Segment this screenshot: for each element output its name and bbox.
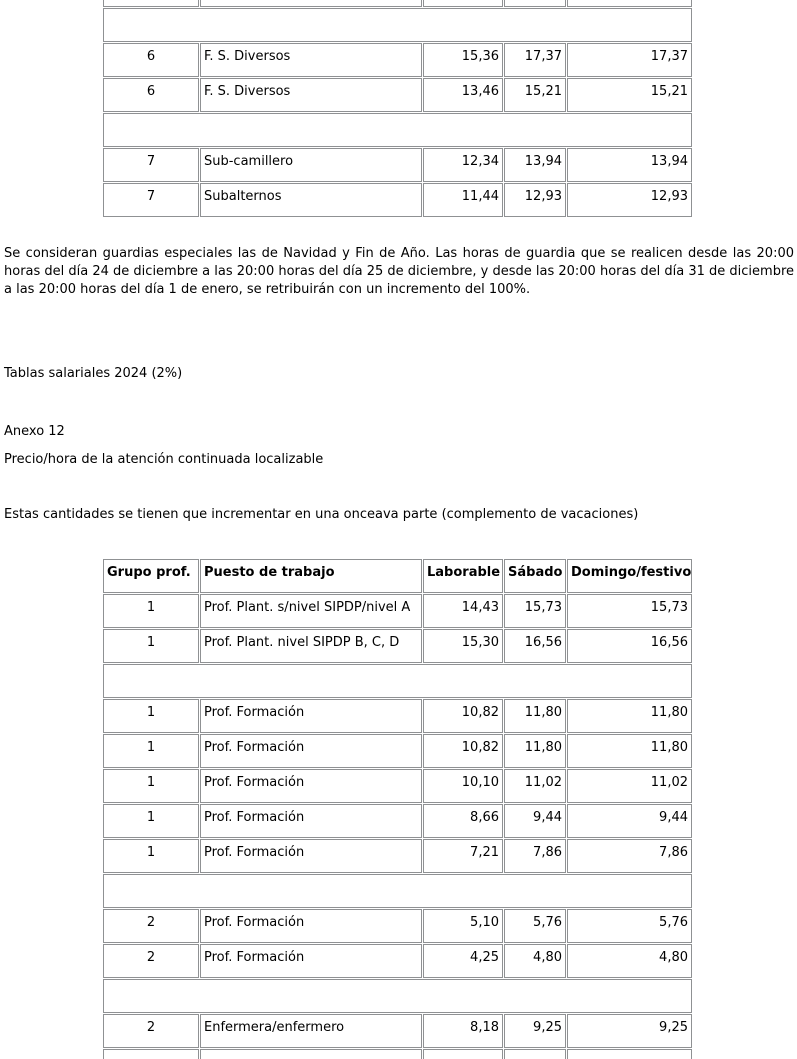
column-header: Laborable xyxy=(423,559,503,593)
table-cell: 15,21 xyxy=(567,78,692,112)
table-cell: Prof. Formación xyxy=(200,944,422,978)
table-cell: 12,93 xyxy=(504,183,566,217)
table-row xyxy=(103,769,692,803)
table-row xyxy=(103,0,692,7)
table-cell: 15,21 xyxy=(504,78,566,112)
table-cell: 1 xyxy=(103,839,199,873)
spacer-cell xyxy=(103,874,692,908)
table-row xyxy=(103,43,692,77)
table-cell: 9,44 xyxy=(567,804,692,838)
table-cell: 8,66 xyxy=(423,804,503,838)
table-cell: Enfermera/enfermero xyxy=(200,1014,422,1048)
table-cell: 1 xyxy=(103,594,199,628)
table-cell xyxy=(423,1049,503,1059)
table-row xyxy=(103,148,692,182)
table-row xyxy=(103,594,692,628)
table-cell: Prof. Formación xyxy=(200,839,422,873)
column-header: Grupo prof. xyxy=(103,559,199,593)
table-cell: 6 xyxy=(103,78,199,112)
table-cell xyxy=(504,1049,566,1059)
table-cell: Sub-camillero xyxy=(200,148,422,182)
table-cell: Prof. Plant. s/nivel SIPDP/nivel A xyxy=(200,594,422,628)
anexo12-table-wrapper xyxy=(102,558,693,1059)
table-cell: 14,43 xyxy=(423,594,503,628)
spacer-row xyxy=(103,874,692,908)
table-cell xyxy=(200,1049,422,1059)
table-cell: 2 xyxy=(103,909,199,943)
table-cell: Subalternos xyxy=(200,183,422,217)
table-cell: 11,80 xyxy=(504,699,566,733)
table-row xyxy=(103,909,692,943)
table-cell: 9,25 xyxy=(567,1014,692,1048)
table-cell: 17,37 xyxy=(504,43,566,77)
table-row xyxy=(103,734,692,768)
table-cell xyxy=(103,1049,199,1059)
table-cell: 11,44 xyxy=(423,183,503,217)
spacer-row xyxy=(103,979,692,1013)
table-cell: Prof. Plant. nivel SIPDP B, C, D xyxy=(200,629,422,663)
table-cell: 11,80 xyxy=(567,699,692,733)
table-cell xyxy=(567,1049,692,1059)
spacer-row xyxy=(103,113,692,147)
table-cell: 10,82 xyxy=(423,734,503,768)
table-cell: 13,94 xyxy=(504,148,566,182)
spacer-cell xyxy=(103,113,692,147)
table-row xyxy=(103,1049,692,1059)
vacaciones-complement-note: Estas cantidades se tienen que incrementar en una onceava parte (complemento de vacaciones) xyxy=(4,507,639,522)
spacer-cell xyxy=(103,979,692,1013)
table-cell: 4,80 xyxy=(567,944,692,978)
table-cell: 1 xyxy=(103,629,199,663)
table-cell: Prof. Formación xyxy=(200,699,422,733)
table-cell: 11,80 xyxy=(504,734,566,768)
table-cell: 15,30 xyxy=(423,629,503,663)
table-cell xyxy=(200,0,422,7)
table-row xyxy=(103,183,692,217)
table-cell: 11,02 xyxy=(567,769,692,803)
table-cell: 4,25 xyxy=(423,944,503,978)
table-cell: 9,44 xyxy=(504,804,566,838)
table-cell: 5,76 xyxy=(567,909,692,943)
spacer-cell xyxy=(103,664,692,698)
anexo-12-subtitle: Precio/hora de la atención continuada localizable xyxy=(4,452,324,467)
table-cell xyxy=(423,0,503,7)
anexo12-table xyxy=(102,558,693,1059)
table-cell: Prof. Formación xyxy=(200,734,422,768)
table-cell: 7,86 xyxy=(504,839,566,873)
table-cell: 1 xyxy=(103,699,199,733)
table-cell xyxy=(567,0,692,7)
table-cell: 16,56 xyxy=(567,629,692,663)
table-row xyxy=(103,629,692,663)
column-header: Puesto de trabajo xyxy=(200,559,422,593)
table-cell: 5,76 xyxy=(504,909,566,943)
table-row xyxy=(103,1014,692,1048)
table-cell: 7,21 xyxy=(423,839,503,873)
tablas-salariales-heading: Tablas salariales 2024 (2%) xyxy=(4,366,183,381)
spacer-cell xyxy=(103,8,692,42)
table-cell: 6 xyxy=(103,43,199,77)
table-cell: 15,73 xyxy=(567,594,692,628)
table-cell: 8,18 xyxy=(423,1014,503,1048)
table-cell: 15,73 xyxy=(504,594,566,628)
table-cell: 15,36 xyxy=(423,43,503,77)
column-header: Sábado xyxy=(504,559,566,593)
table-row xyxy=(103,839,692,873)
table-cell: 5,10 xyxy=(423,909,503,943)
table-cell: Prof. Formación xyxy=(200,769,422,803)
table-cell: 7 xyxy=(103,183,199,217)
table-cell: 11,02 xyxy=(504,769,566,803)
spacer-row xyxy=(103,8,692,42)
table-cell: 9,25 xyxy=(504,1014,566,1048)
table-cell: Prof. Formación xyxy=(200,909,422,943)
table-row xyxy=(103,944,692,978)
table-cell: 7 xyxy=(103,148,199,182)
table-row xyxy=(103,78,692,112)
table-cell: Prof. Formación xyxy=(200,804,422,838)
table-cell: 4,80 xyxy=(504,944,566,978)
table-cell: F. S. Diversos xyxy=(200,43,422,77)
spacer-row xyxy=(103,664,692,698)
table-cell: 1 xyxy=(103,769,199,803)
guardias-note-paragraph: Se consideran guardias especiales las de Navidad y Fin de Año. Las horas de guardia que se realicen desde las 20:00 horas del día 24 de diciembre a las 20:00 horas del día 25 de diciembre, y desde las 20:00 horas del día 31 de diciembre a las 20:00 horas del día 1 de enero, se retribuirán con un incremento del 100%. xyxy=(4,246,794,297)
table-row xyxy=(103,699,692,733)
table-cell: 16,56 xyxy=(504,629,566,663)
table-cell: 7,86 xyxy=(567,839,692,873)
column-header: Domingo/festivo xyxy=(567,559,692,593)
table-cell: 10,82 xyxy=(423,699,503,733)
table-header-row xyxy=(103,559,692,593)
anexo-12-heading: Anexo 12 xyxy=(4,424,65,439)
table-row xyxy=(103,804,692,838)
table-cell: 17,37 xyxy=(567,43,692,77)
table-cell: 1 xyxy=(103,734,199,768)
table-cell: 13,46 xyxy=(423,78,503,112)
table-cell: 12,93 xyxy=(567,183,692,217)
table-cell: 2 xyxy=(103,1014,199,1048)
table-cell: 10,10 xyxy=(423,769,503,803)
table-cell xyxy=(103,0,199,7)
table-cell: 11,80 xyxy=(567,734,692,768)
guardias-table xyxy=(102,0,693,218)
guardias-table-wrapper xyxy=(102,0,693,218)
table-cell: 13,94 xyxy=(567,148,692,182)
table-cell: 12,34 xyxy=(423,148,503,182)
table-cell xyxy=(504,0,566,7)
table-cell: F. S. Diversos xyxy=(200,78,422,112)
table-cell: 1 xyxy=(103,804,199,838)
table-cell: 2 xyxy=(103,944,199,978)
